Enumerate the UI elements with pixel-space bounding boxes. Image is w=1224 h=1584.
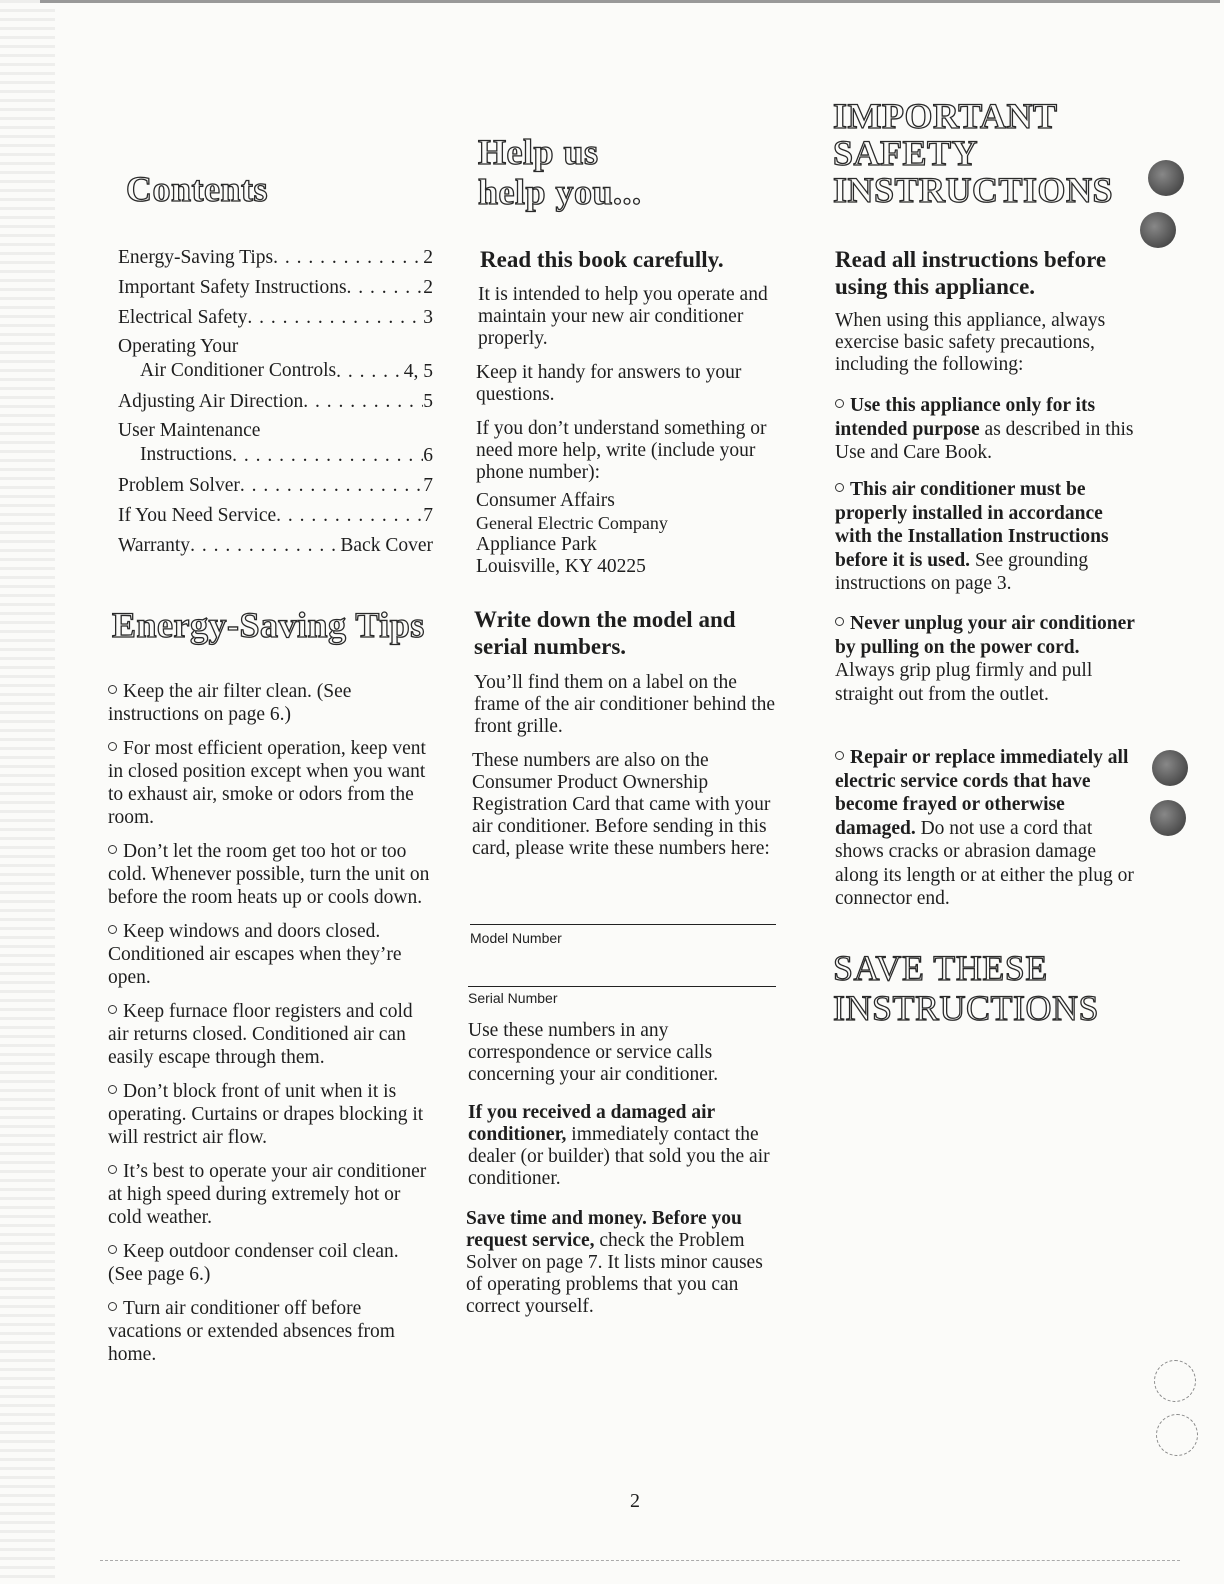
read-instructions-heading: Read all instructions before using this appliance.	[835, 247, 1107, 299]
save-instructions-title	[833, 948, 1099, 1028]
bullet-icon	[108, 1085, 117, 1094]
toc-item[interactable]: Adjusting Air Direction . . . 5	[118, 389, 433, 415]
read-paragraph-2: Keep it handy for answers to your questions.	[476, 362, 742, 405]
bullet-icon	[108, 685, 117, 694]
write-paragraph-2: These numbers are also on the Consumer Product Ownership Registration Card that came with your air conditioner. Before sending in this card, please write these numbers here:	[472, 750, 771, 859]
list-item: Keep windows and doors closed. Conditioned air escapes when they’re open.	[108, 921, 402, 988]
address-line: Appliance Park	[476, 534, 597, 555]
binder-hole-icon	[1140, 212, 1176, 248]
list-item: It’s best to operate your air conditioner at high speed during extremely hot or cold weather.	[108, 1161, 427, 1228]
toc-item[interactable]: Problem Solver . . . 7	[118, 473, 433, 499]
bullet-icon	[835, 399, 844, 408]
mailing-address	[476, 490, 776, 578]
damaged-paragraph: If you received a damaged air conditioner, immediately contact the dealer (or builder) that sold you the air conditioner.	[468, 1102, 770, 1189]
read-paragraph-3: If you don’t understand something or need more help, write (include your phone number):	[476, 418, 767, 483]
model-number-line[interactable]	[470, 924, 776, 925]
bullet-icon	[108, 1302, 117, 1311]
table-of-contents	[118, 245, 433, 563]
energy-tips-title: Energy-Saving Tips	[112, 605, 425, 645]
binder-hole-icon	[1150, 800, 1186, 836]
toc-item[interactable]: Important Safety Instructions . . . 2	[118, 275, 433, 301]
page-number: 2	[630, 1490, 640, 1512]
binder-hole-icon	[1152, 750, 1188, 786]
write-paragraph-1: You’ll find them on a label on the frame of the air conditioner behind the front grille.	[474, 672, 776, 737]
save-title-line2: INSTRUCTIONS	[833, 988, 1100, 1028]
energy-tips-list	[108, 680, 438, 1377]
safety-title-line3: INSTRUCTIONS	[833, 170, 1114, 210]
save-title-line1: SAVE THESE	[833, 948, 1048, 988]
list-item: Turn air conditioner off before vacations or extended absences from home.	[108, 1298, 395, 1365]
read-book-heading: Read this book carefully.	[480, 247, 724, 272]
safety-item: Repair or replace immediately all electric service cords that have become frayed or otherwise damaged. Do not use a cord that shows cracks or abrasion damage along its length or at either the plug or connector end.	[835, 747, 1134, 909]
safety-title	[833, 98, 1113, 209]
safety-item: Use this appliance only for its intended purpose as described in this Use and Care Book.	[835, 395, 1134, 463]
model-number-label: Model Number	[470, 930, 562, 946]
bullet-icon	[108, 1165, 117, 1174]
toc-item[interactable]: Operating Your Air Conditioner Controls . . . 4, 5	[118, 335, 433, 385]
address-line: Consumer Affairs	[476, 490, 615, 511]
bullet-icon	[108, 925, 117, 934]
toc-item[interactable]: User Maintenance Instructions . . . 6	[118, 419, 433, 469]
read-paragraph-1: It is intended to help you operate and maintain your new air conditioner properly.	[478, 284, 768, 349]
safety-intro: When using this appliance, always exercise basic safety precautions, including the following:	[835, 310, 1106, 375]
scan-edge-band	[0, 0, 55, 1584]
help-title-line2: help you...	[478, 172, 642, 212]
contents-title: Contents	[126, 169, 269, 209]
toc-item[interactable]: If You Need Service . . . 7	[118, 503, 433, 529]
list-item: Don’t let the room get too hot or too cold. Whenever possible, turn the unit on before the room heats up or cools down.	[108, 841, 430, 908]
toc-item[interactable]: Warranty . . . Back Cover	[118, 533, 433, 559]
safety-title-line1: IMPORTANT	[833, 96, 1058, 136]
address-line: Louisville, KY 40225	[476, 556, 646, 577]
binder-hole-icon	[1148, 160, 1184, 196]
help-title	[478, 132, 642, 212]
bullet-icon	[835, 751, 844, 760]
help-title-line1: Help us	[478, 132, 599, 172]
scan-bottom-line	[100, 1560, 1180, 1561]
toc-item[interactable]: Electrical Safety . . . 3	[118, 305, 433, 331]
list-item: Keep the air filter clean. (See instructions on page 6.)	[108, 681, 352, 725]
list-item: Keep outdoor condenser coil clean. (See page 6.)	[108, 1241, 399, 1285]
safety-item: This air conditioner must be properly installed in accordance with the Installation Instructions before it is used. See grounding instructions on page 3.	[835, 479, 1109, 594]
scan-top-line	[40, 0, 1220, 3]
binder-hole-icon	[1156, 1414, 1198, 1456]
serial-number-line[interactable]	[468, 986, 776, 987]
safety-title-line2: SAFETY	[833, 133, 979, 173]
toc-item[interactable]: Energy-Saving Tips . . . 2	[118, 245, 433, 271]
list-item: Don’t block front of unit when it is operating. Curtains or drapes blocking it will restrict air flow.	[108, 1081, 424, 1148]
use-numbers-paragraph: Use these numbers in any correspondence or service calls concerning your air conditioner.	[468, 1020, 719, 1085]
list-item: For most efficient operation, keep vent in closed position except when you want to exhaust air, smoke or odors from the room.	[108, 738, 426, 828]
bullet-icon	[108, 1245, 117, 1254]
list-item: Keep furnace floor registers and cold air returns closed. Conditioned air can easily escape through them.	[108, 1001, 413, 1068]
address-line: General Electric Company	[476, 513, 668, 533]
save-time-paragraph: Save time and money. Before you request service, check the Problem Solver on page 7. It lists minor causes of operating problems that you can correct yourself.	[466, 1208, 763, 1317]
bullet-icon	[835, 483, 844, 492]
binder-hole-icon	[1154, 1360, 1196, 1402]
safety-item: Never unplug your air conditioner by pulling on the power cord. Always grip plug firmly and pull straight out from the outlet.	[835, 613, 1135, 705]
bullet-icon	[108, 742, 117, 751]
bullet-icon	[108, 1005, 117, 1014]
write-numbers-heading: Write down the model and serial numbers.	[474, 607, 736, 659]
bullet-icon	[108, 845, 117, 854]
serial-number-label: Serial Number	[468, 990, 558, 1006]
bullet-icon	[835, 617, 844, 626]
